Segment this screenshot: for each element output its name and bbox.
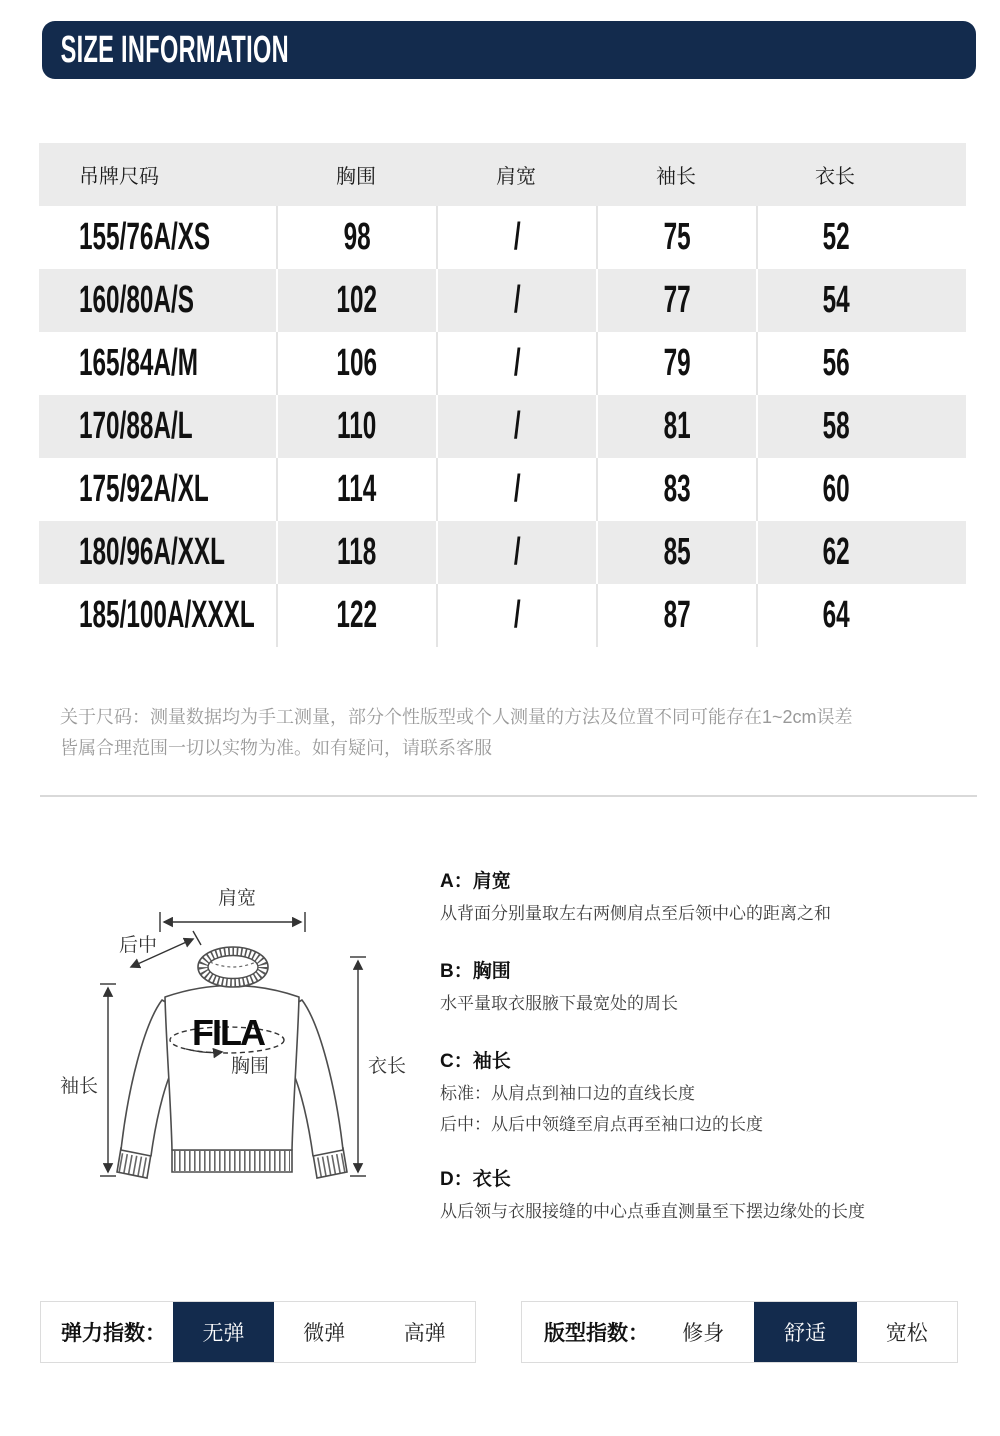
garment-length-arrow	[350, 957, 366, 1176]
shoulder-arrow	[160, 912, 305, 932]
table-row: 160/80A/S 102 / 77 54	[39, 269, 966, 332]
guide-name: 袖长	[472, 1051, 511, 1072]
guide-length	[440, 1164, 970, 1227]
guide-text: 从背面分别量取左右两侧肩点至后领中心的距离之和	[440, 904, 831, 923]
disclaimer-line: 皆属合理范围一切以实物为准。如有疑问，请联系客服	[60, 738, 492, 758]
elasticity-option: 微弹	[303, 1322, 346, 1345]
guide-key: B：	[440, 961, 473, 982]
fit-option-selected: 舒适	[754, 1302, 857, 1362]
guide-shoulder	[440, 866, 970, 929]
chest-label: 胸围	[230, 1056, 270, 1077]
size-table	[39, 143, 966, 647]
shoulder-label: 肩宽	[217, 888, 257, 909]
garment-length-label: 衣长	[367, 1056, 407, 1077]
brand-logo: FILA	[192, 1012, 264, 1053]
elasticity-option-selected: 无弹	[173, 1302, 274, 1362]
col-header-size: 吊牌尺码	[79, 166, 159, 188]
disclaimer-line: 关于尺码：测量数据均为手工测量，部分个性版型或个人测量的方法及位置不同可能存在1~2cm误差	[60, 707, 853, 727]
fit-option: 修身	[682, 1322, 725, 1345]
back-center-label: 后中	[118, 935, 158, 956]
guide-name: 肩宽	[472, 871, 511, 892]
table-row: 175/92A/XL 114 / 83 60	[39, 458, 966, 521]
fit-option: 宽松	[885, 1322, 928, 1345]
guide-text: 从后领与衣服接缝的中心点垂直测量至下摆边缘处的长度	[440, 1202, 865, 1221]
guide-text: 水平量取衣服腋下最宽处的周长	[440, 994, 678, 1013]
guide-chest	[440, 956, 970, 1019]
fit-label: 版型指数：	[544, 1322, 649, 1345]
guide-key: C：	[440, 1051, 473, 1072]
table-header-row	[39, 143, 966, 206]
hem-band	[172, 1150, 292, 1172]
elasticity-label: 弹力指数：	[61, 1322, 166, 1345]
size-disclaimer	[60, 702, 960, 764]
table-row: 155/76A/XS 98 / 75 52	[39, 206, 966, 269]
sleeve-length-arrow	[100, 984, 116, 1176]
guide-text: 后中：从后中领缝至肩点再至袖口边的长度	[440, 1115, 763, 1134]
garment-measure-diagram	[30, 860, 450, 1250]
guide-key: D：	[440, 1169, 473, 1190]
table-row: 185/100A/XXXL 122 / 87 64	[39, 584, 966, 647]
col-header-sleeve: 袖长	[656, 166, 696, 188]
section-title: SIZE INFORMATION	[60, 28, 289, 71]
table-row: 180/96A/XXL 118 / 85 62	[39, 521, 966, 584]
table-row: 170/88A/L 110 / 81 58	[39, 395, 966, 458]
col-header-shoulder: 肩宽	[496, 166, 536, 188]
section-header-bar	[42, 21, 976, 79]
guide-name: 胸围	[472, 961, 511, 982]
guide-text: 标准：从肩点到袖口边的直线长度	[440, 1084, 695, 1103]
fit-index-bar	[521, 1301, 958, 1363]
guide-key: A：	[440, 871, 473, 892]
elasticity-index-bar	[40, 1301, 476, 1363]
table-row: 165/84A/M 106 / 79 56	[39, 332, 966, 395]
section-divider	[40, 795, 977, 797]
col-header-chest: 胸围	[336, 166, 376, 188]
sleeve-length-label: 袖长	[59, 1076, 99, 1097]
guide-sleeve	[440, 1046, 970, 1140]
guide-name: 衣长	[472, 1169, 511, 1190]
elasticity-option: 高弹	[403, 1322, 446, 1345]
col-header-length: 衣长	[815, 166, 855, 188]
collar	[198, 947, 268, 987]
